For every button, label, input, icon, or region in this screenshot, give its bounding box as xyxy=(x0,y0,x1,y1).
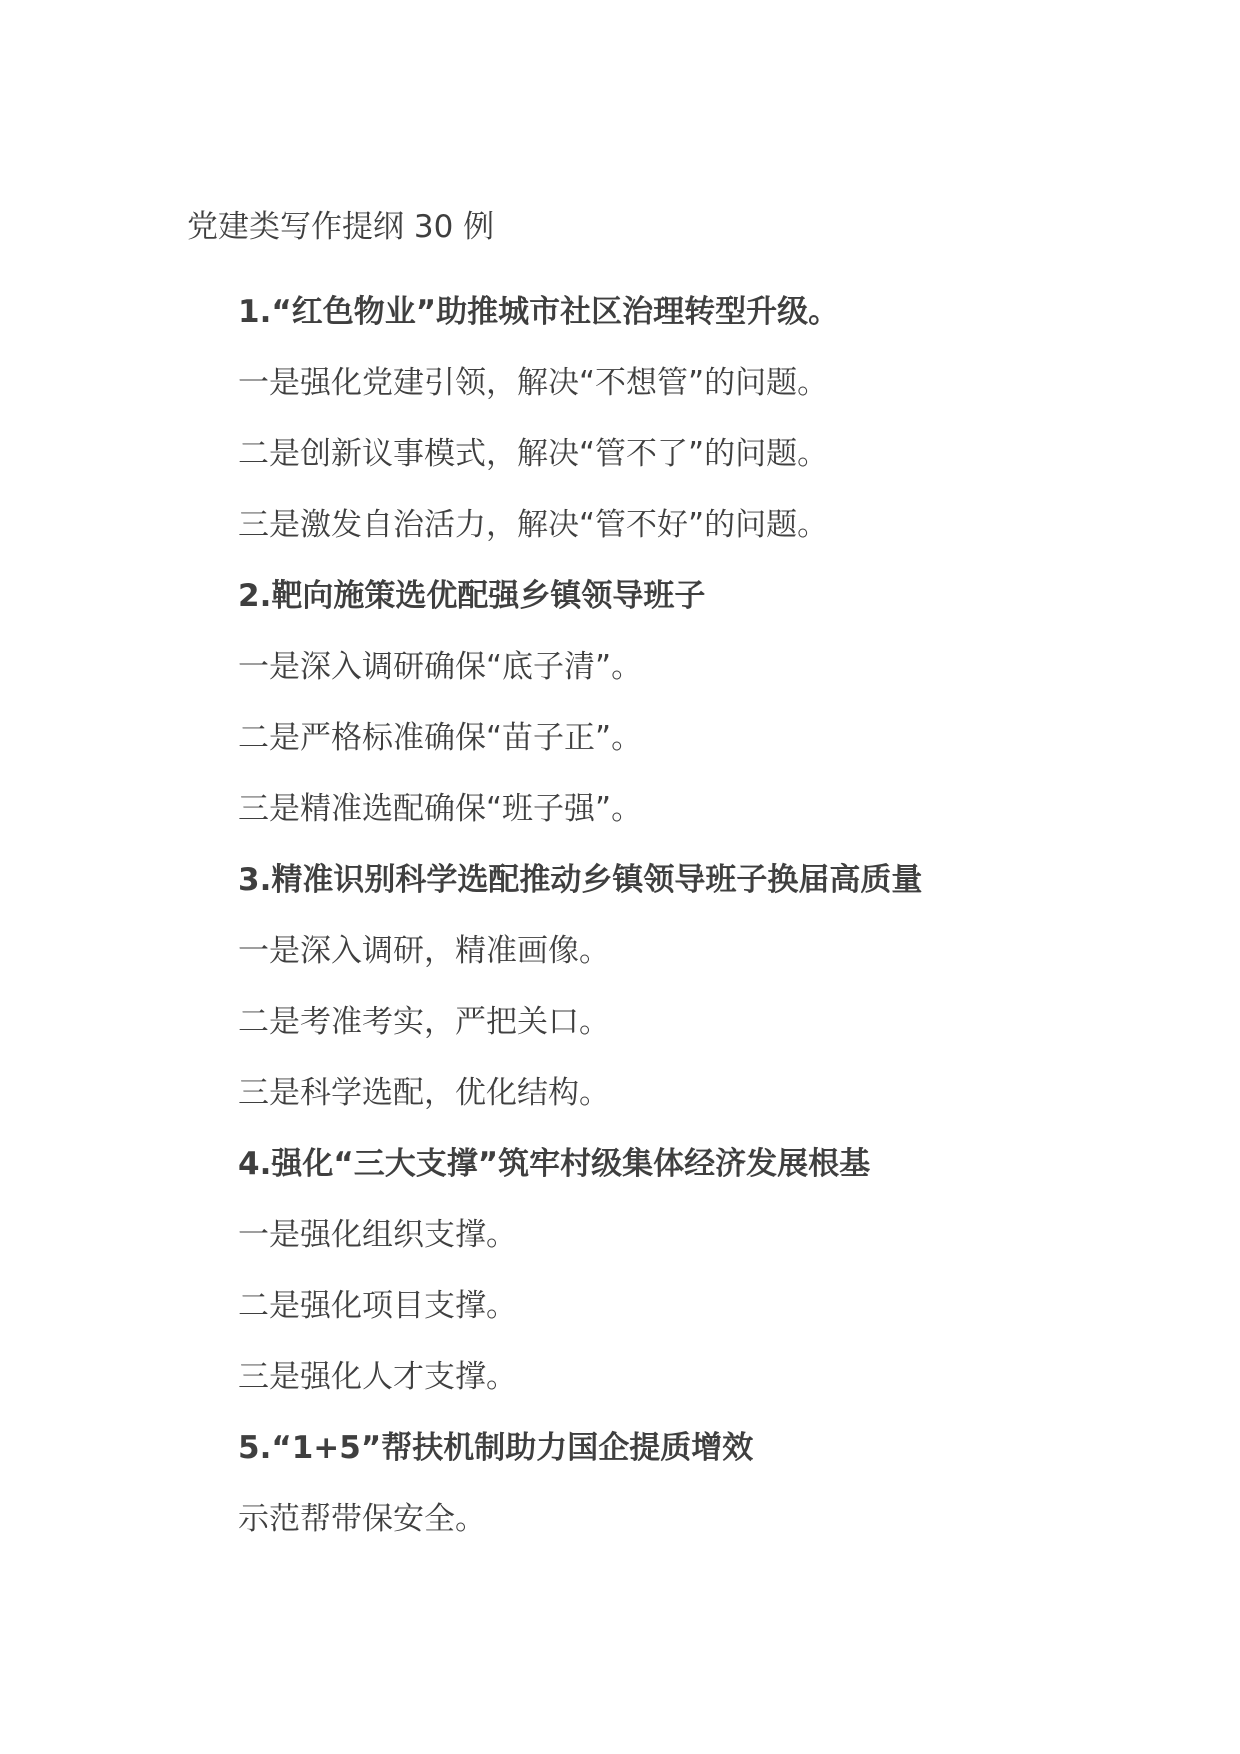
section-point: 一是强化党建引领，解决“不想管”的问题。 xyxy=(238,365,829,401)
section-point: 三是科学选配，优化结构。 xyxy=(238,1075,610,1111)
section-point: 一是深入调研，精准画像。 xyxy=(238,933,610,969)
section-point: 示范帮带保安全。 xyxy=(238,1501,486,1537)
section-heading: 2.靶向施策选优配强乡镇领导班子 xyxy=(238,578,706,614)
document-title: 党建类写作提纲 30 例 xyxy=(187,209,495,245)
section-heading: 1.“红色物业”助推城市社区治理转型升级。 xyxy=(238,294,840,330)
outline-section-3 xyxy=(238,856,1198,1140)
section-point: 二是考准考实，严把关口。 xyxy=(238,1004,610,1040)
section-point: 二是创新议事模式，解决“管不了”的问题。 xyxy=(238,436,829,472)
outline-section-1 xyxy=(238,288,1198,572)
section-heading: 3.精准识别科学选配推动乡镇领导班子换届高质量 xyxy=(238,862,923,898)
outline-section-2 xyxy=(238,572,1198,856)
outline-section-5 xyxy=(238,1424,1198,1566)
section-point: 三是精准选配确保“班子强”。 xyxy=(238,791,643,827)
section-point: 三是强化人才支撑。 xyxy=(238,1359,517,1395)
outline-section-4 xyxy=(238,1140,1198,1424)
section-heading: 4.强化“三大支撑”筑牢村级集体经济发展根基 xyxy=(238,1146,871,1182)
section-point: 二是强化项目支撑。 xyxy=(238,1288,517,1324)
section-point: 二是严格标准确保“苗子正”。 xyxy=(238,720,643,756)
section-heading: 5.“1+5”帮扶机制助力国企提质增效 xyxy=(238,1430,754,1466)
section-point: 三是激发自治活力，解决“管不好”的问题。 xyxy=(238,507,829,543)
section-point: 一是深入调研确保“底子清”。 xyxy=(238,649,643,685)
outline-list xyxy=(238,288,1198,1566)
section-point: 一是强化组织支撑。 xyxy=(238,1217,517,1253)
